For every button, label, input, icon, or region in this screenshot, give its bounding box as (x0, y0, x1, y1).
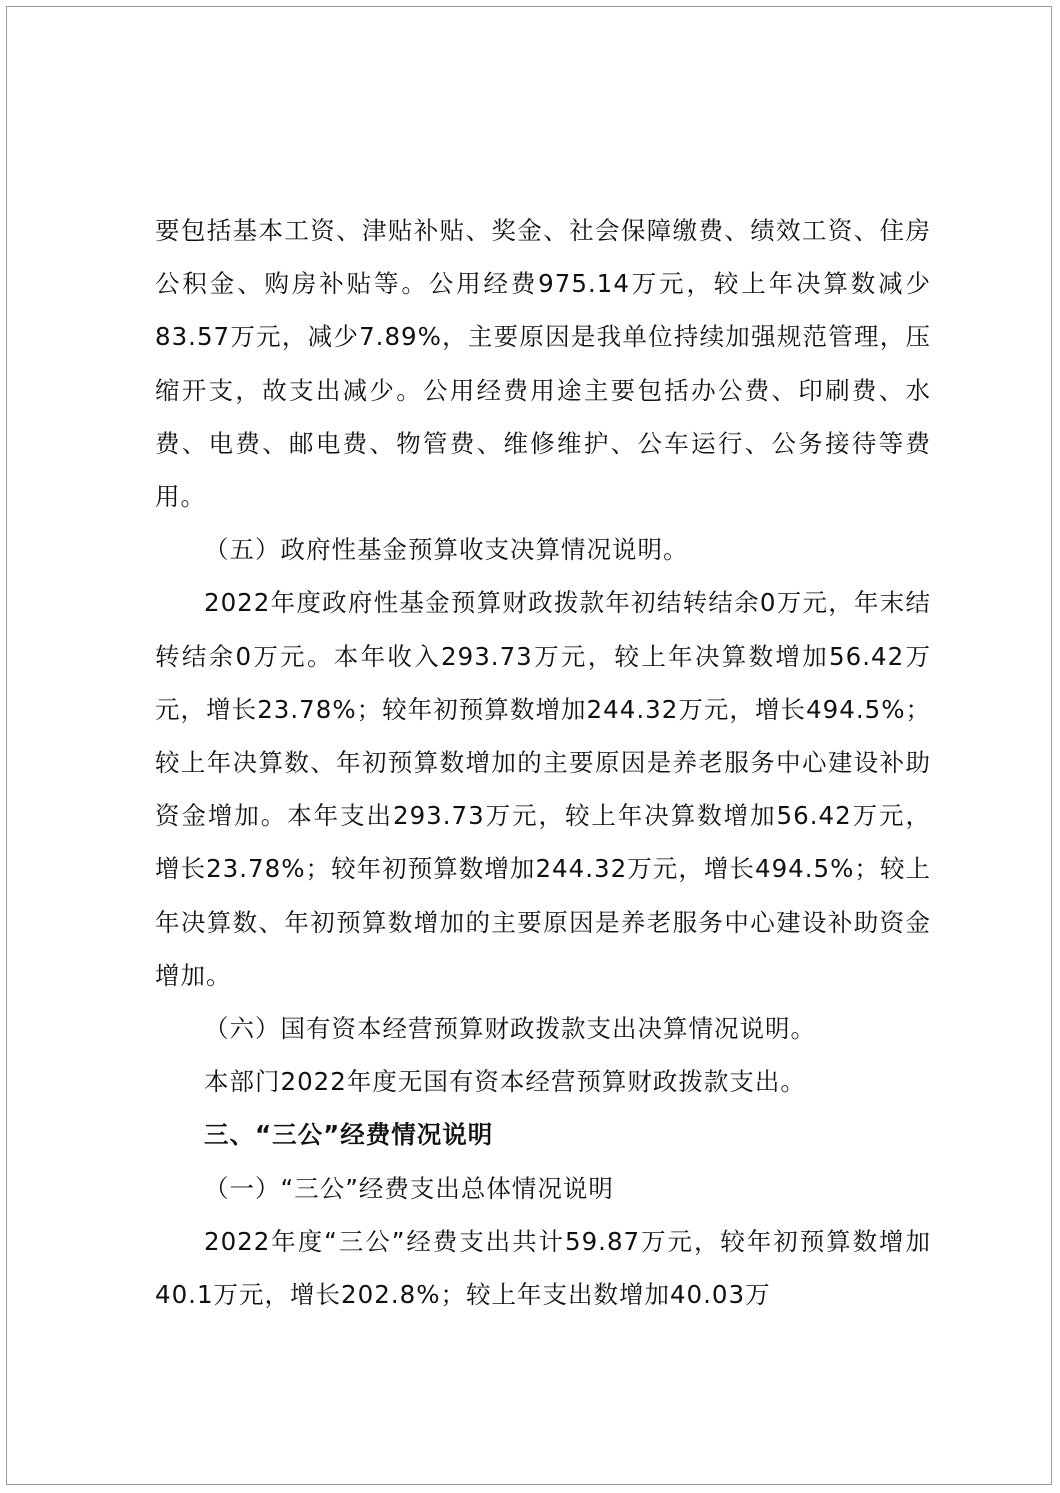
heading-gov-fund-budget: （五）政府性基金预算收支决算情况说明。 (204, 535, 689, 565)
paragraph-state-capital-budget: 本部门2022年度无国有资本经营预算财政拨款支出。 (204, 1067, 806, 1097)
paragraph-personnel-expenses: 要包括基本工资、津贴补贴、奖金、社会保障缴费、绩效工资、住房公积金、购房补贴等。公用经费975.14万元，较上年决算数减少83.57万元，减少7.89%，主要原因是我单位持续加强规范管理，压缩开支，故支出减少。公用经费用途主要包括办公费、印刷费、水费、电费、邮电费、物管费、维修维护、公车运行、公务接待等费用。 (155, 216, 931, 512)
document-body (155, 204, 931, 1321)
heading-three-public-overview: （一）“三公”经费支出总体情况说明 (204, 1173, 614, 1203)
paragraph-gov-fund-budget: 2022年度政府性基金预算财政拨款年初结转结余0万元，年末结转结余0万元。本年收入293.73万元，较上年决算数增加56.42万元，增长23.78%；较年初预算数增加244.32万元，增长494.5%；较上年决算数、年初预算数增加的主要原因是养老服务中心建设补助资金增加。本年支出293.73万元，较上年决算数增加56.42万元，增长23.78%；较年初预算数增加244.32万元，增长494.5%；较上年决算数、年初预算数增加的主要原因是养老服务中心建设补助资金增加。 (155, 588, 931, 990)
heading-state-capital-budget: （六）国有资本经营预算财政拨款支出决算情况说明。 (204, 1014, 816, 1044)
document-page (6, 6, 1052, 1485)
paragraph-three-public-overview: 2022年度“三公”经费支出共计59.87万元，较年初预算数增加40.1万元，增长202.8%；较上年支出数增加40.03万 (155, 1226, 931, 1310)
heading-three-public-expenses: 三、“三公”经费情况说明 (204, 1120, 494, 1150)
